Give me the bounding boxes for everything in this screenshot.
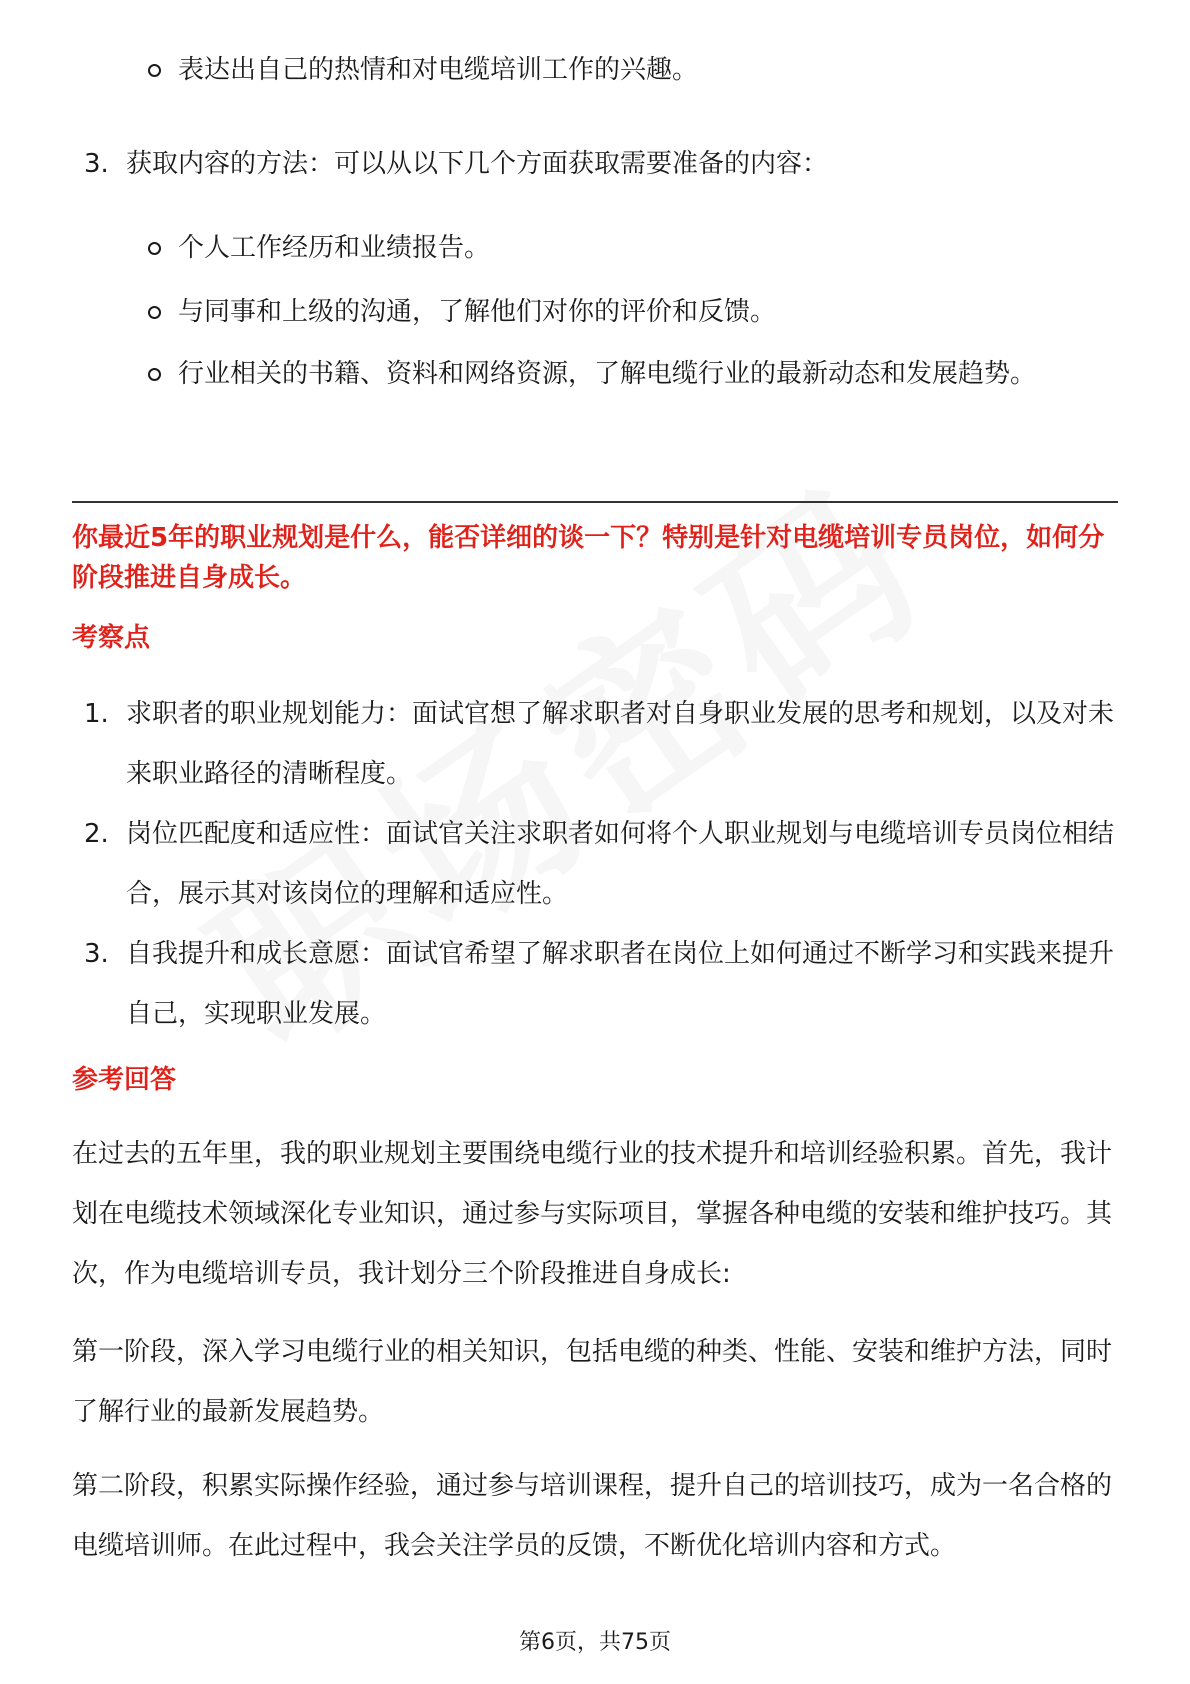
list-item [148,344,1098,404]
item-text: 获取内容的方法：可以从以下几个方面获取需要准备的内容： [126,149,829,179]
item-text: 求职者的职业规划能力：面试官想了解求职者对自身职业发展的思考和规划，以及对未来职业路径的清晰程度。 [126,699,1115,789]
list-item [148,40,1098,100]
answer-paragraph: 第一阶段，深入学习电缆行业的相关知识，包括电缆的种类、性能、安装和维护方法，同时了解行业的最新发展趋势。 [72,1337,1113,1427]
section-title-answer: 参考回答 [72,1065,177,1095]
section-title-assessment: 考察点 [72,623,151,653]
section-divider [72,501,1118,503]
bullet-text: 与同事和上级的沟通，了解他们对你的评价和反馈。 [178,297,777,327]
item-number: 3. [84,149,109,179]
item-number: 2. [84,819,109,849]
answer-paragraph: 在过去的五年里，我的职业规划主要围绕电缆行业的技术提升和培训经验积累。首先，我计划在电缆技术领域深化专业知识，通过参与实际项目，掌握各种电缆的安装和维护技巧。其次，作为电缆培训专员，我计划分三个阶段推进自身成长: [72,1139,1113,1289]
list-item [148,282,1098,342]
item-number: 1. [84,699,109,729]
item-text: 岗位匹配度和适应性：面试官关注求职者如何将个人职业规划与电缆培训专员岗位相结合，展示其对该岗位的理解和适应性。 [126,819,1115,909]
bullet-text: 表达出自己的热情和对电缆培训工作的兴趣。 [178,55,699,85]
answer-paragraph: 第二阶段，积累实际操作经验，通过参与培训课程，提升自己的培训技巧，成为一名合格的电缆培训师。在此过程中，我会关注学员的反馈，不断优化培训内容和方式。 [72,1471,1113,1561]
hollow-circle-bullet-icon [148,64,161,77]
item-text: 自我提升和成长意愿：面试官希望了解求职者在岗位上如何通过不断学习和实践来提升自己，实现职业发展。 [126,939,1115,1029]
hollow-circle-bullet-icon [148,306,161,319]
numbered-item [84,804,1114,924]
question-heading: 你最近5年的职业规划是什么，能否详细的谈一下？特别是针对电缆培训专员岗位，如何分阶段推进自身成长。 [72,523,1105,593]
numbered-item [84,684,1114,804]
page-footer: 第6页，共75页 [519,1630,671,1655]
list-item [148,218,1098,278]
bullet-text: 行业相关的书籍、资料和网络资源，了解电缆行业的最新动态和发展趋势。 [178,359,1037,389]
bullet-text: 个人工作经历和业绩报告。 [178,233,491,263]
numbered-item [84,924,1114,1044]
item-number: 3. [84,939,109,969]
hollow-circle-bullet-icon [148,242,161,255]
hollow-circle-bullet-icon [148,368,161,381]
numbered-item [84,134,1114,194]
